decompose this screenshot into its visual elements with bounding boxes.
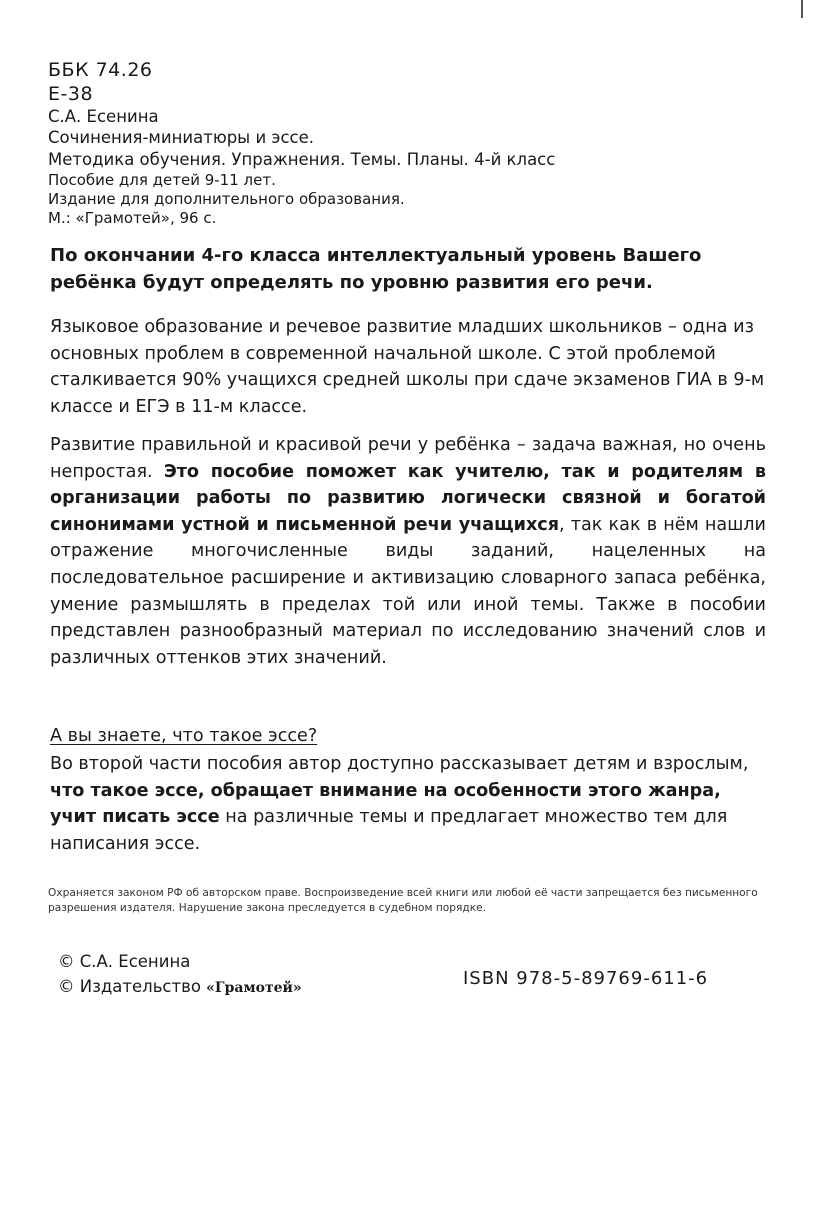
paragraph-essay-text-1: Во второй части пособия автор доступно рассказывает детям и взрослым, <box>50 754 749 774</box>
paragraph-description-text-1: Развитие правильной и красивой речи у ребёнка – задача важная, но очень непростая. <box>50 435 766 482</box>
copyright-publisher-prefix: © Издательство <box>58 977 207 996</box>
bbk-code: ББК 74.26 <box>48 59 153 81</box>
paragraph-description-emphasis: Это пособие поможет как учителю, так и родителям в организации работы по развитию логически связной и богатой синонимами устной и письменной речи учащихся <box>50 461 767 535</box>
paragraph-essay-text-2: на различные темы и предлагает множество тем для написания эссе. <box>50 807 728 854</box>
author-name: С.А. Есенина <box>48 107 159 126</box>
paragraph-intro: Языковое образование и речевое развитие младших школьников – одна из основных проблем в современной начальной школе. С этой проблемой сталкивается 90% учащихся средней школы при сдаче экзаменов ГИА в 9-м классе и ЕГЭ в 11-м классе. <box>50 317 765 417</box>
publisher-logo: «Грамотей» <box>206 980 302 996</box>
lead-statement: По окончании 4-го класса интеллектуальный уровень Вашего ребёнка будут определять по уровню развития его речи. <box>50 245 702 293</box>
bibliographic-block <box>48 58 768 228</box>
author-mark: Е-38 <box>48 83 94 105</box>
page-edge <box>801 0 803 18</box>
publisher-info: М.: «Грамотей», 96 с. <box>48 209 217 227</box>
book-subtitle: Методика обучения. Упражнения. Темы. Планы. 4-й класс <box>48 150 556 169</box>
paragraph-essay <box>50 751 766 857</box>
paragraph-description <box>50 432 766 671</box>
target-audience: Пособие для детей 9-11 лет. <box>48 171 276 189</box>
book-title: Сочинения-миниатюры и эссе. <box>48 128 315 147</box>
edition-type: Издание для дополнительного образования. <box>48 190 405 208</box>
copyright-notice: Охраняется законом РФ об авторском праве. Воспроизведение всей книги или любой её части запрещается без письменного разрешения издателя. Нарушение закона преследуется в судебном порядке. <box>48 887 758 914</box>
essay-question: А вы знаете, что такое эссе? <box>50 726 318 746</box>
paragraph-description-text-2: , так как в нём нашли отражение многочисленные виды заданий, нацеленных на последовательное расширение и активизацию словарного запаса ребёнка, умение размышлять в пределах той или иной темы. Также в пособии представлен разнообразный материал по исследованию значений слов и различных оттенков этих значений. <box>50 514 766 668</box>
copyright-publisher <box>58 975 302 1000</box>
copyright-author: © С.А. Есенина <box>58 952 191 971</box>
paragraph-essay-emphasis: что такое эссе, обращает внимание на особенности этого жанра, учит писать эссе <box>50 780 721 828</box>
isbn-number: ISBN 978-5-89769-611-6 <box>463 968 709 989</box>
